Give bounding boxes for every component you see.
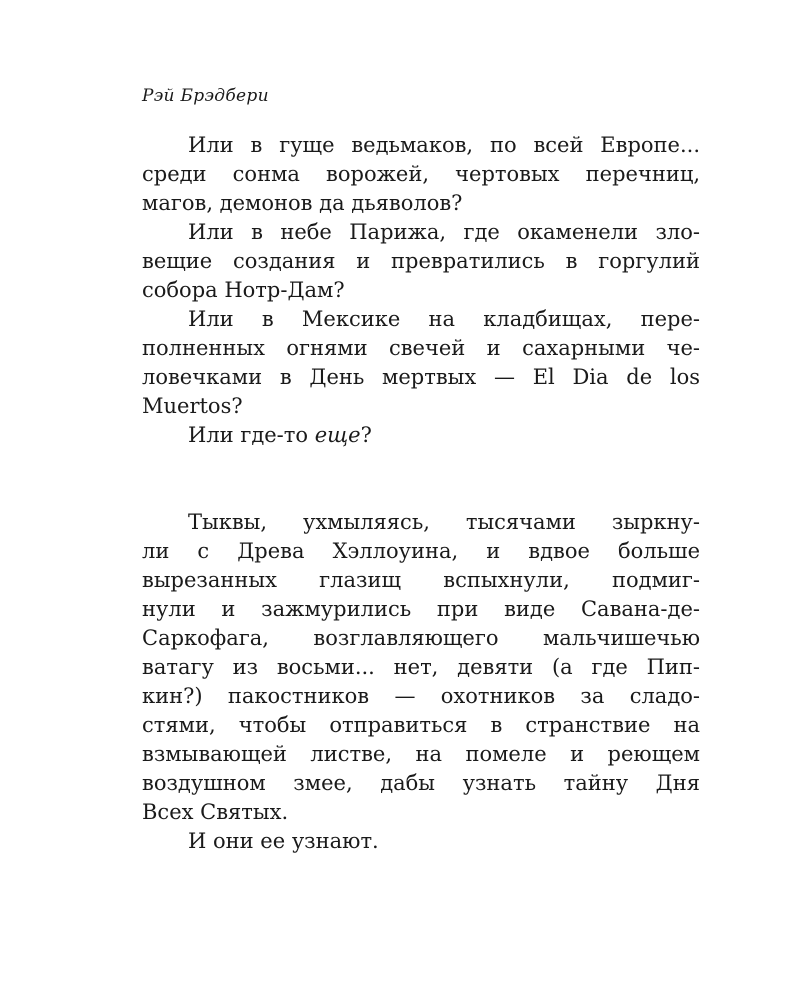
paragraph-4-emphasis: еще — [314, 423, 361, 447]
paragraph-6-line-1: И они ее узнают. — [188, 829, 379, 853]
paragraph-1-line-2: среди сонма ворожей, чертовых перечниц, — [142, 162, 700, 186]
paragraph-4-suffix: ? — [360, 423, 372, 447]
paragraph-5-line-5: Саркофага, возглавляющего мальчишечью — [142, 626, 700, 650]
paragraph-3-line-3: ловечками в День мертвых — El Dia de los — [142, 365, 700, 389]
paragraph-3-line-4: Muertos? — [142, 394, 243, 418]
paragraph-5-line-7: кин?) пакостников — охотников за сладо- — [142, 684, 700, 708]
paragraph-2-line-3: собора Нотр-Дам? — [142, 278, 345, 302]
paragraph-1-line-3: магов, демонов да дьяволов? — [142, 191, 463, 215]
paragraph-5-line-2: ли с Древа Хэллоуина, и вдвое больше — [142, 539, 700, 563]
text-section-1 — [142, 131, 700, 450]
paragraph-2-line-2: вещие создания и превратились в горгулий — [142, 249, 700, 273]
paragraph-3-line-2: полненных огнями свечей и сахарными че- — [142, 336, 700, 360]
paragraph-2-line-1: Или в небе Парижа, где окаменели зло- — [188, 220, 700, 244]
paragraph-5-line-9: взмывающей листве, на помеле и реющем — [142, 742, 700, 766]
text-section-2 — [142, 508, 700, 856]
paragraph-3-line-1: Или в Мексике на кладбищах, пере- — [188, 307, 700, 331]
paragraph-4-prefix: Или где-то — [188, 423, 315, 447]
paragraph-5-line-6: ватагу из восьми... нет, девяти (а где Пип- — [142, 655, 700, 679]
running-head-author: Рэй Брэдбери — [142, 86, 269, 106]
paragraph-5-line-8: стями, чтобы отправиться в странствие на — [142, 713, 700, 737]
paragraph-5-line-11: Всех Святых. — [142, 800, 289, 824]
paragraph-4-line-1 — [142, 421, 700, 450]
paragraph-5-line-4: нули и зажмурились при виде Савана-де- — [142, 597, 700, 621]
paragraph-5-line-3: вырезанных глазищ вспыхнули, подмиг- — [142, 568, 700, 592]
paragraph-5-line-1: Тыквы, ухмыляясь, тысячами зыркну- — [188, 510, 700, 534]
paragraph-1-line-1: Или в гуще ведьмаков, по всей Европе... — [188, 133, 700, 157]
paragraph-5-line-10: воздушном змее, дабы узнать тайну Дня — [142, 771, 700, 795]
